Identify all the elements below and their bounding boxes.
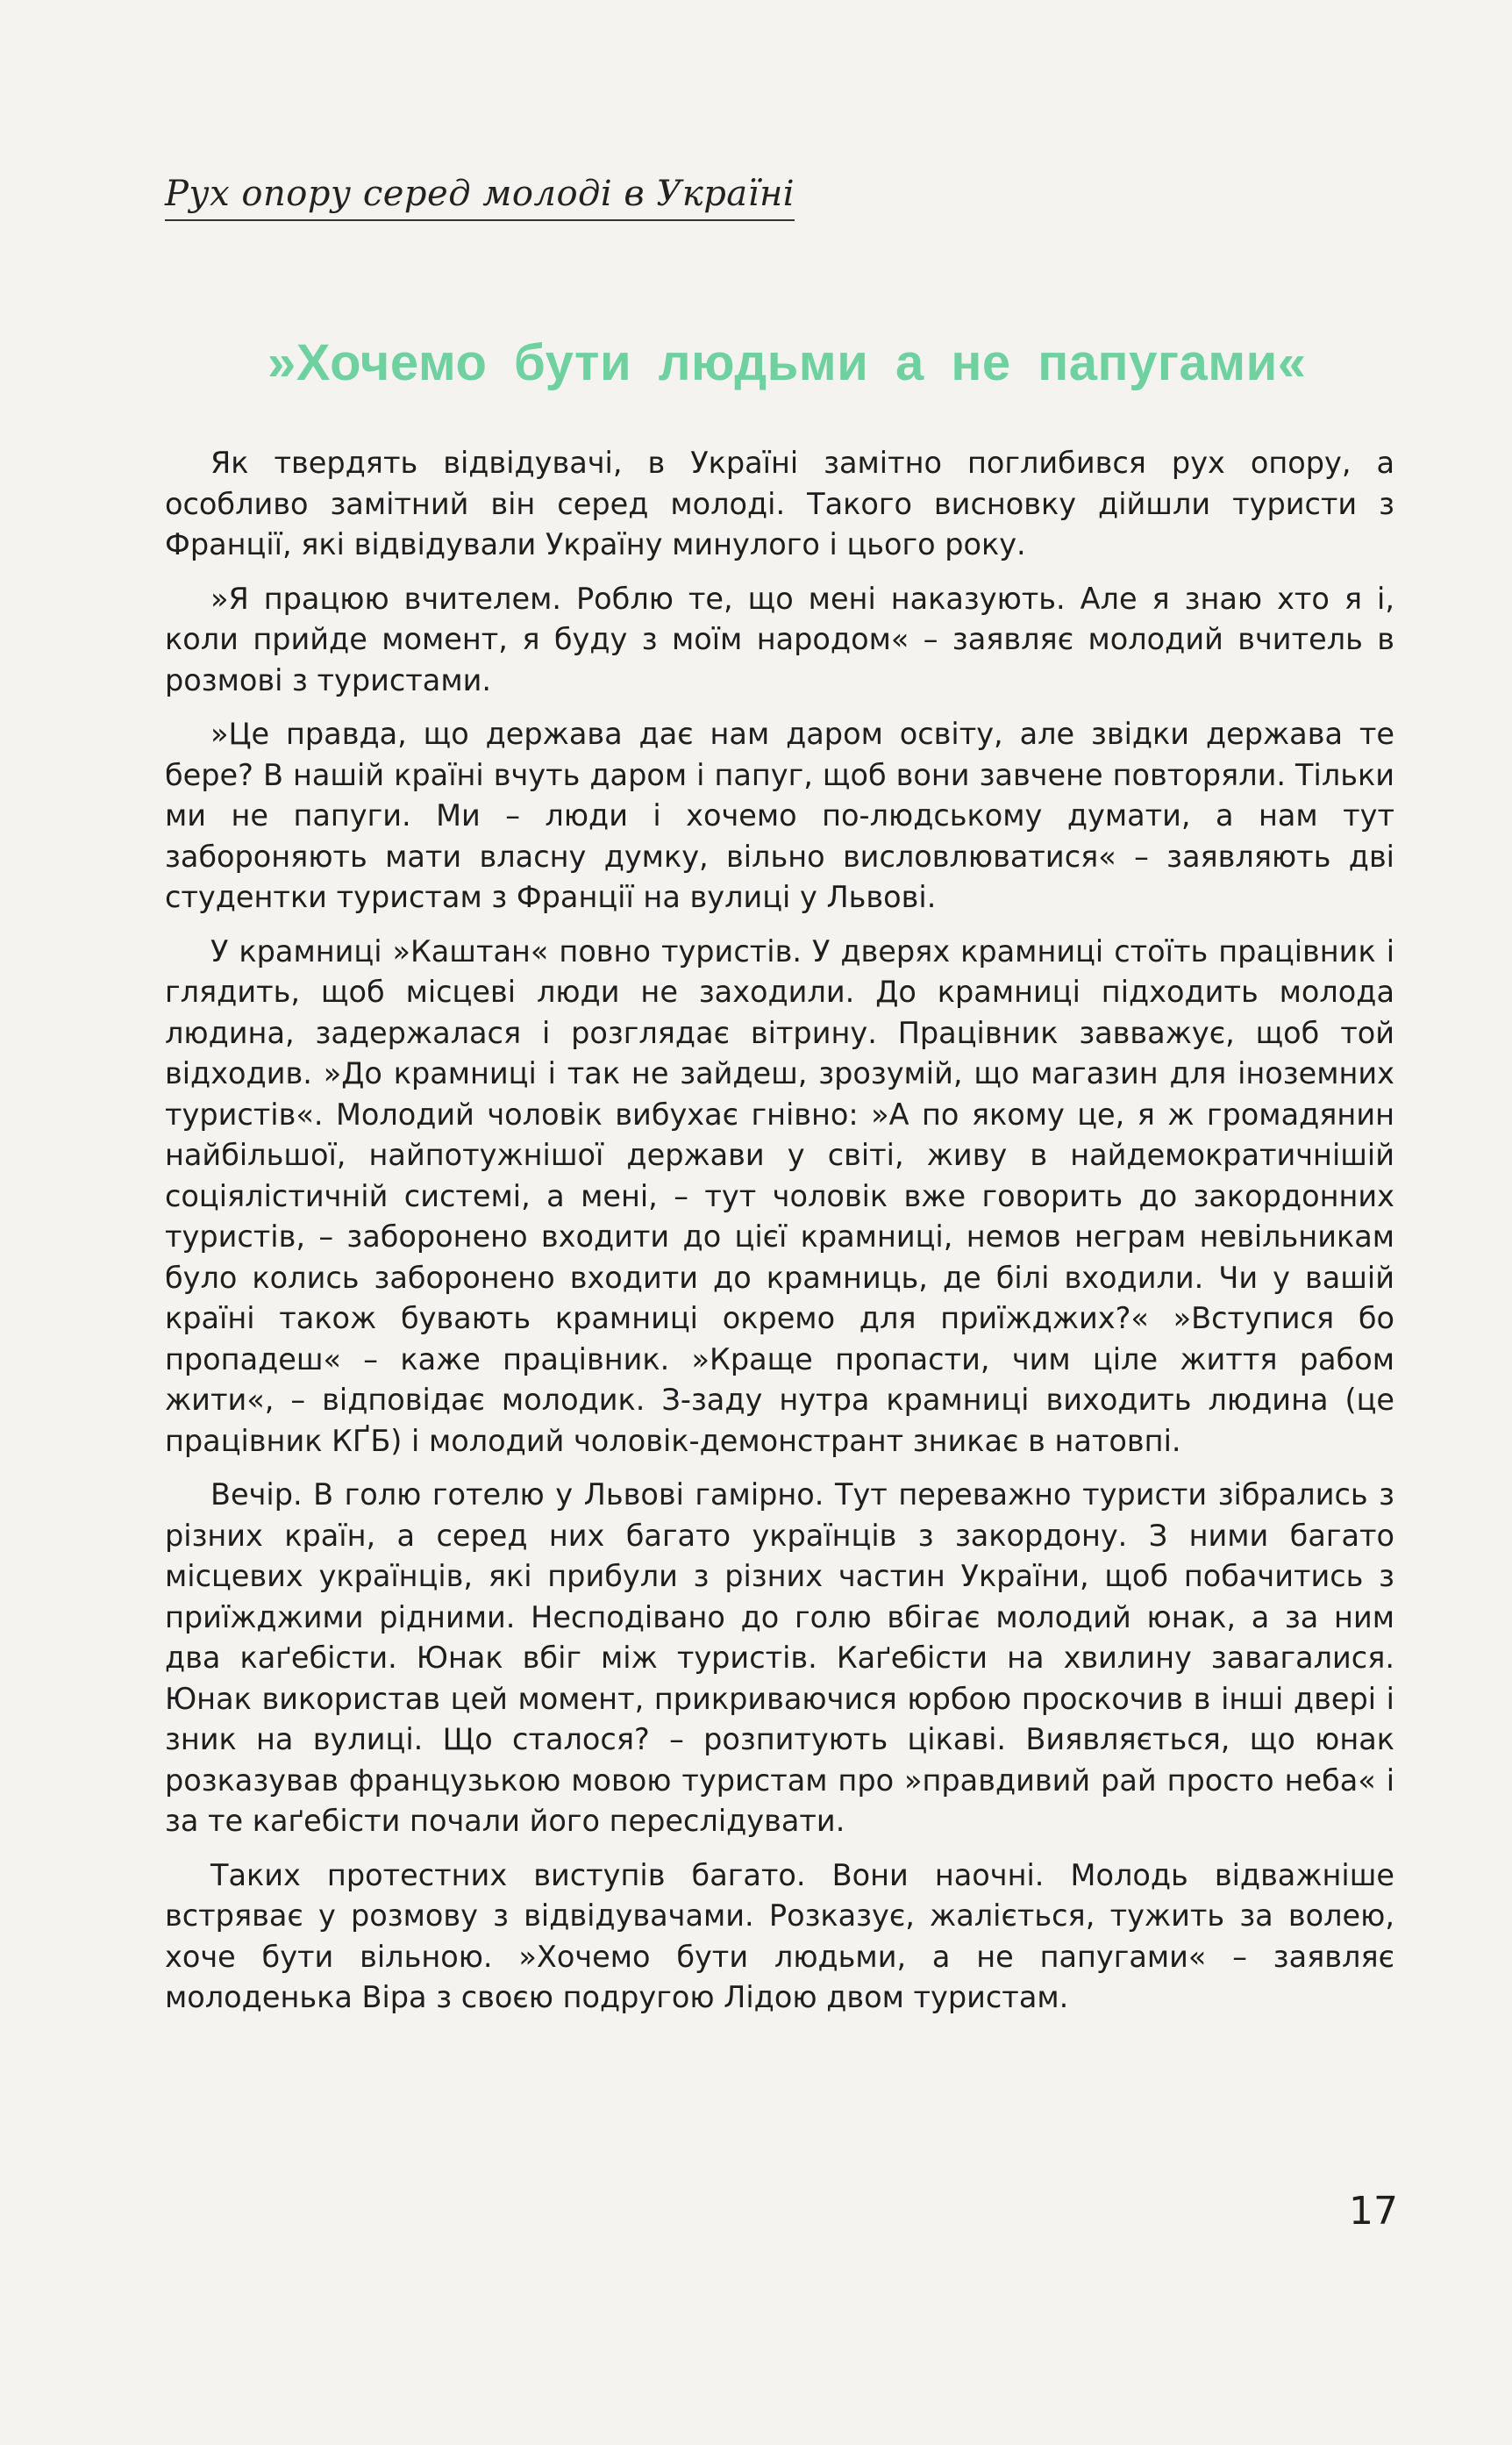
article-title: »Хочемо бути людьми а не папугами« <box>267 334 1307 391</box>
running-header: Рух опору серед молоді в Україні <box>165 174 795 221</box>
paragraph: Вечір. В голю готелю у Львові гамірно. Тут переважно туристи зібрались з різних країн, а серед них багато українців з закордону. З ними багато місцевих українців, які прибули з різних частин України, щоб побачитись з приїжджими рідними. Несподівано до голю вбігає молодий юнак, а за ним два каґебісти. Юнак вбіг між туристів. Каґебісти на хвилину завагалися. Юнак використав цей момент, прикриваючися юрбою проскочив в інші двері і зник на вулиці. Що сталося? – розпитують цікаві. Виявляється, що юнак розказував французькою мовою туристам про »правдивий рай просто неба« і за те каґебісти почали його переслідувати. <box>165 1477 1394 1838</box>
page-number: 17 <box>1349 2189 1398 2234</box>
article-body <box>165 443 1394 2032</box>
paragraph: »Я працюю вчителем. Роблю те, що мені наказують. Але я знаю хто я і, коли прийде момент, я буду з моїм народом« – заявляє молодий вчитель в розмові з туристами. <box>165 581 1394 697</box>
paragraph: У крамниці »Каштан« повно туристів. У дверях крамниці стоїть працівник і глядить, щоб місцеві люди не заходили. До крамниці підходить молода людина, задержалася і розглядає вітрину. Працівник завважує, щоб той відходив. »До крамниці і так не зайдеш, зрозумій, що магазин для іноземних туристів«. Молодий чоловік вибухає гнівно: »А по якому це, я ж громадянин найбільшої, найпотужнішої держави у світі, живу в найдемократичнішій соціялістичній системі, а мені, – тут чоловік вже говорить до закордонних туристів, – заборонено входити до цієї крамниці, немов неграм невільникам було колись заборонено входити до крамниць, де білі входили. Чи у вашій країні також бувають крамниці окремо для приїжджих?« »Вступися бо пропадеш« – каже працівник. »Краще пропасти, чим ціле життя рабом жити«, – відповідає молодик. З-заду нутра крамниці виходить людина (це працівник КҐБ) і молодий чоловік-демонстрант зникає в натовпі. <box>165 933 1394 1458</box>
paragraph: Як твердять відвідувачі, в Україні замітно поглибився рух опору, а особливо замітний він серед молоді. Такого висновку дійшли туристи з Франції, які відвідували Україну минулого і цього року. <box>165 446 1394 561</box>
paragraph: »Це правда, що держава дає нам даром освіту, але звідки держава те бере? В нашій країні вчуть даром і папуг, щоб вони завчене повторяли. Тільки ми не папуги. Ми – люди і хочемо по-людському думати, а нам тут забороняють мати власну думку, вільно висловлюватися« – заявляють дві студентки туристам з Франції на вулиці у Львові. <box>165 717 1394 914</box>
paragraph: Таких протестних виступів багато. Вони наочні. Молодь відважніше встряває у розмову з відвідувачами. Розказує, жаліється, тужить за волею, хоче бути вільною. »Хочемо бути людьми, а не папугами« – заявляє молоденька Віра з своєю подругою Лідою двом туристам. <box>165 1857 1394 2014</box>
